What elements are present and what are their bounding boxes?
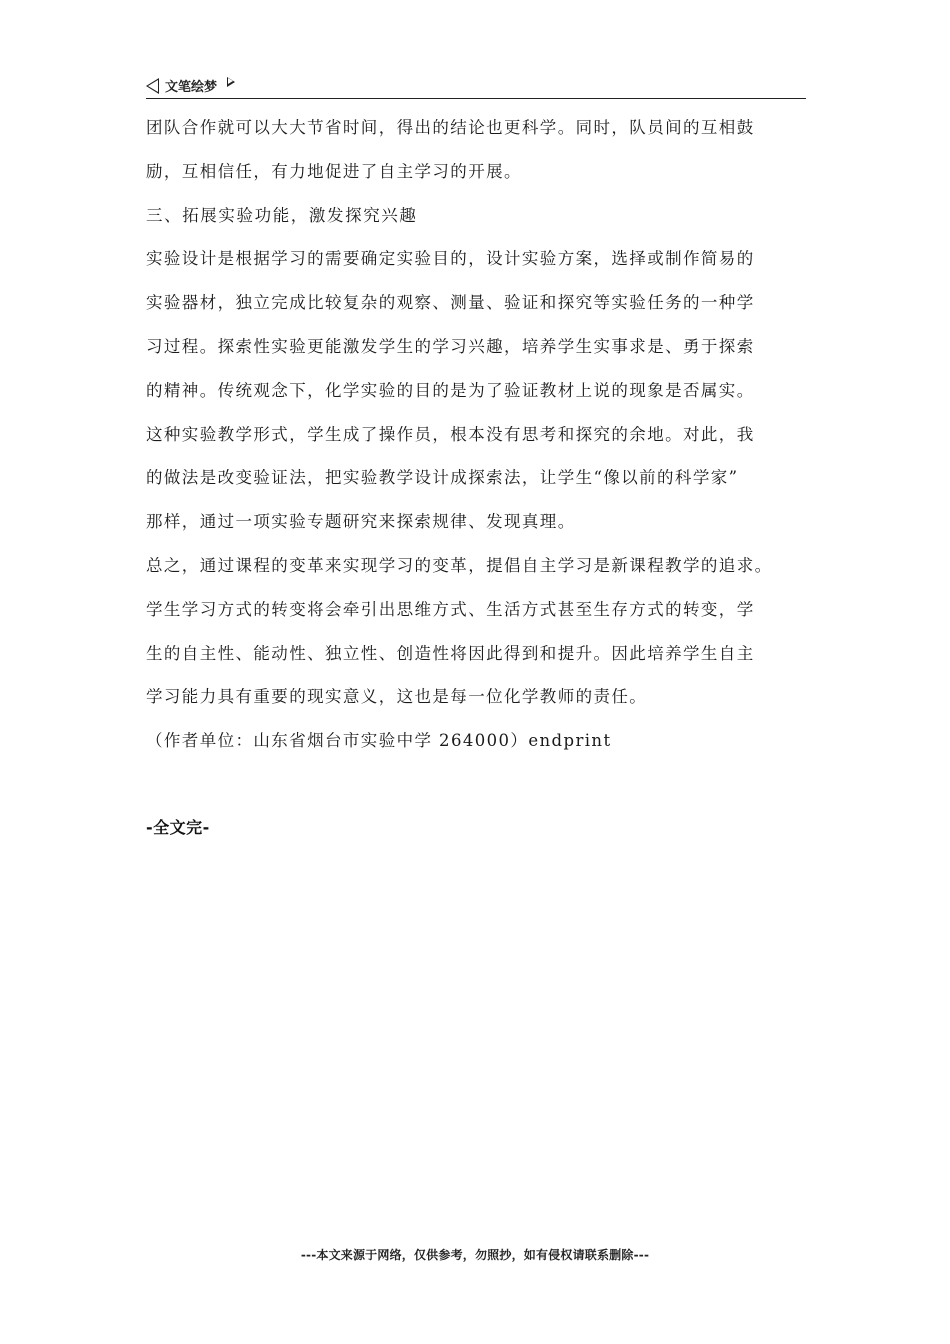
body-line: 总之，通过课程的变革来实现学习的变革，提倡自主学习是新课程教学的追求。 (146, 555, 773, 575)
footer-notice: ---本文来源于网络，仅供参考，勿照抄，如有侵权请联系删除--- (300, 1248, 650, 1262)
triangle-left-outline-icon (146, 78, 159, 94)
body-line: 习过程。探索性实验更能激发学生的学习兴趣，培养学生实事求是、勇于探索 (146, 336, 755, 356)
body-line: 的精神。传统观念下，化学实验的目的是为了验证教材上说的现象是否属实。 (146, 380, 755, 400)
body-line: 团队合作就可以大大节省时间，得出的结论也更科学。同时，队员间的互相鼓 (146, 118, 755, 137)
body-line: 实验器材，独立完成比较复杂的观察、测量、验证和探究等实验任务的一种学 (146, 293, 755, 313)
body-line: 这种实验教学形式，学生成了操作员，根本没有思考和探究的余地。对此，我 (146, 424, 755, 444)
header-brand (146, 76, 235, 95)
body-line: 实验设计是根据学习的需要确定实验目的，设计实验方案，选择或制作简易的 (146, 249, 755, 269)
body-line: 生的自主性、能动性、独立性、创造性将因此得到和提升。因此培养学生自主 (146, 643, 755, 663)
page-header (146, 76, 806, 99)
body-line: 那样，通过一项实验专题研究来探索规律、发现真理。 (146, 512, 576, 532)
author-affiliation: （作者单位：山东省烟台市实验中学 264000）endprint (146, 731, 612, 751)
body-line: 的做法是改变验证法，把实验教学设计成探索法，让学生“像以前的科学家” (146, 468, 739, 488)
article-body (146, 114, 812, 771)
section-heading: 三、拓展实验功能，激发探究兴趣 (146, 205, 418, 225)
body-line: 励，互相信任，有力地促进了自主学习的开展。 (146, 161, 522, 181)
body-line: 学生学习方式的转变将会牵引出思维方式、生活方式甚至生存方式的转变，学 (146, 599, 755, 619)
header-title: 文笔绘梦 (165, 80, 218, 95)
body-line: 学习能力具有重要的现实意义，这也是每一位化学教师的责任。 (146, 687, 648, 707)
end-of-article-mark: -全文完- (146, 818, 210, 837)
triangle-right-outline-icon (227, 77, 235, 87)
